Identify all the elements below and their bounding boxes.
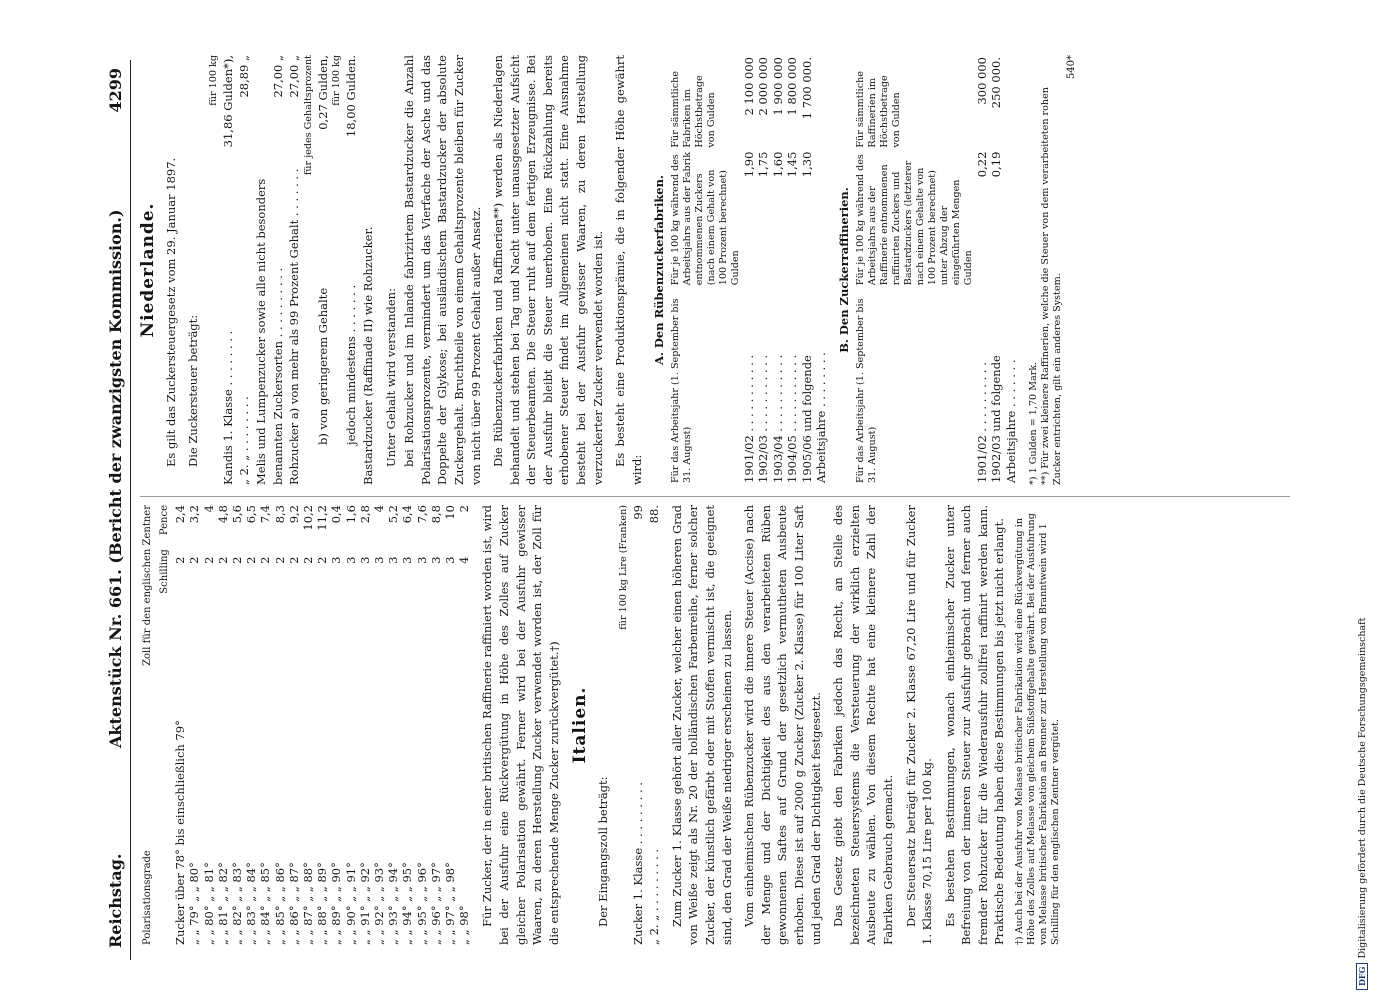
cell-shilling: 2 <box>286 556 301 564</box>
tax-value: 27,00 „ <box>287 55 302 98</box>
cell-label: „ „ 84° „ „ 85° <box>258 862 273 945</box>
cell-pence: 2 <box>457 505 472 513</box>
unit-note: für 100 kg Lire (Franken) <box>617 505 629 630</box>
tax-row <box>343 55 360 485</box>
cell-max: 2 000 000 <box>756 57 771 116</box>
col-head: Für das Arbeitsjahr (1. September bis 31. August) <box>855 298 879 483</box>
polarisation-table <box>173 505 471 945</box>
table-row <box>785 55 799 485</box>
paragraph: Unter Gehalt wird verstanden: <box>383 288 398 467</box>
cell-rate: 1,90 <box>742 151 757 178</box>
cell-shilling: 3 <box>428 556 443 564</box>
cell-pence: 8,8 <box>428 505 443 524</box>
cell-label: „ „ 98° <box>457 905 472 945</box>
class-value: 99 <box>630 505 645 520</box>
cell-label: „ „ 95° „ „ 96° <box>414 862 429 945</box>
paragraph: Es besteht eine Produktionsprämie, die in folgender Höhe gewährt wird: <box>613 55 644 485</box>
cell-pence: 7,4 <box>258 505 273 524</box>
cell-pence: 10,2 <box>301 505 316 531</box>
cell-max: 300 000 <box>975 57 990 105</box>
cell-label: „ „ 92° „ „ 93° <box>372 862 387 945</box>
cell-pence: 11,2 <box>315 505 330 531</box>
cell-shilling: 3 <box>414 556 429 564</box>
table-row <box>975 55 989 485</box>
table-row <box>386 505 400 945</box>
cell-label: Zucker über 78° bis einschließlich 79° <box>173 720 188 945</box>
cell-shilling: 2 <box>230 556 244 564</box>
cell-label: „ „ 96° „ „ 97° <box>428 862 443 945</box>
cell-rate: 1,60 <box>770 151 785 178</box>
col-head: Für je 100 kg während des Arbeitsjahrs aus der Fabrik entnommenen Zuckers (nach einem Gehalt von 100 Prozent berechnet) Gulden <box>670 151 742 286</box>
paragraph: bei Rohzucker und im Inlande fabrizirtem Bastardzucker die Anzahl Polarisationsprozente, vermindert um das Vierfache der Asche und das Doppelte der Glykose; bei ausländischem Bastardzucker der absolute Zuckergehalt. Bruchtheile von einem Gehaltsprozente bleiben für Zucker von nicht über 99 Prozent Gehalt außer Ansatz. <box>402 55 483 485</box>
tax-row <box>315 55 332 485</box>
cell-rate: 1,75 <box>756 151 771 178</box>
paragraph: Zum Zucker 1. Klasse gehört aller Zucker, welcher einen höheren Grad von Weiße zeigt als Nr. 20 der holländischen Farbenreihe, ferner solcher Zucker, der künstlich gefärbt oder mit Stoffen vermischt ist, die geeignet sind, den Grad der Weiße niedriger erscheinen zu lassen. <box>669 505 734 945</box>
section-heading-a: A. Den Rübenzuckerfabriken. <box>652 175 667 365</box>
table-row <box>800 55 829 485</box>
header-left: Reichstag. <box>106 853 125 948</box>
cell-pence: 8,3 <box>272 505 287 524</box>
premium-table-a <box>670 55 828 485</box>
cell-label: „ „ 83° „ „ 84° <box>244 862 259 945</box>
table-row <box>187 505 201 945</box>
class-value: 88. <box>647 505 662 524</box>
table-row <box>457 505 471 945</box>
table-row <box>301 505 315 945</box>
cell-year: 1902/03 und folgende Arbeitsjahre . . . . . . . <box>989 355 1018 483</box>
cell-shilling: 4 <box>457 556 472 564</box>
cell-label: „ „ 85° „ „ 86° <box>272 862 287 945</box>
tax-row <box>220 55 237 485</box>
tax-label: Rohzucker a) von mehr als 99 Prozent Gehalt . . . . . . . <box>287 168 302 485</box>
cell-label: „ „ 79° „ „ 80° <box>187 862 202 945</box>
paragraph: Es bestehen Bestimmungen, wonach einheimischer Zucker unter Befreiung von der inneren Steuer zur Ausfuhr gebracht und ferner auch fremder Rohzucker für die Wiederausfuhr zollfrei raffinirt werden kann. Praktische Bedeutung haben diese Bestimmungen bis jetzt nicht erlangt. <box>942 505 1007 945</box>
table-row <box>756 55 770 485</box>
page-number: 4299 <box>106 68 125 113</box>
cell-label: „ „ 90° „ „ 91° <box>343 862 358 945</box>
table-row <box>173 505 187 945</box>
table-header <box>140 505 157 945</box>
cell-label: „ „ 93° „ „ 94° <box>386 862 401 945</box>
cell-year: 1905/06 und folgende Arbeitsjahre . . . . . . . . <box>799 352 829 483</box>
paragraph: Bastardzucker (Raffinade II) wie Rohzucker. <box>360 226 375 485</box>
cell-rate: 1,45 <box>785 151 800 178</box>
cell-shilling: 3 <box>386 556 401 564</box>
cell-label: „ „ 89° „ „ 90° <box>329 862 344 945</box>
tax-label: Melis und Lumpenzucker sowie alle nicht besonders benannten Zuckersorten . . . . . . . . . . <box>253 178 285 485</box>
paragraph: Die Zuckersteuer beträgt: <box>186 314 201 467</box>
table-row <box>358 505 372 945</box>
tax-label: jedoch mindestens . . . . . . . <box>344 284 359 445</box>
col-head-pence: Pence <box>158 505 170 536</box>
tax-value: 18,00 Gulden. <box>344 55 359 138</box>
cell-pence: 7,6 <box>414 505 429 524</box>
cell-shilling: 2 <box>187 556 202 564</box>
paragraph: Der Steuersatz beträgt für Zucker 2. Klasse 67,20 Lire und für Zucker 1. Klasse 70,15 Lire per 100 kg. <box>903 505 935 945</box>
tax-value: 27,00 „ <box>270 55 285 98</box>
cell-label: „ „ 86° „ „ 87° <box>286 862 301 945</box>
section-heading-b: B. Den Zuckerraffinerien. <box>837 187 852 353</box>
cell-shilling: 3 <box>329 556 344 564</box>
cell-pence: 10 <box>443 505 458 520</box>
footnote: †) Auch bei der Ausfuhr von Melasse britischer Fabrikation wird eine Rückvergütung in Höhe des Zolles auf Melasse von gleichem Süßstoffgehalte gewährt. Bei der Ausfuhrung von Melasse britischer Fabrikation an Brenner zur Herstellung von Branntwein wird 1 Schilling für den englischen Zentner vergütet. <box>1014 513 1062 945</box>
table-row <box>216 505 230 945</box>
tax-value: 28,89 „ <box>237 55 252 98</box>
table-row <box>344 505 358 945</box>
tax-label: b) von geringerem Gehalte <box>315 287 330 445</box>
table-subheader <box>157 505 174 945</box>
tax-row <box>236 55 253 485</box>
table-row <box>202 505 216 945</box>
cell-max: 2 100 000 <box>742 57 757 116</box>
class-row <box>646 505 663 945</box>
cell-shilling: 2 <box>315 556 330 564</box>
paragraph: Die Rübenzuckerfabriken und Raffinerien**) werden als Niederlagen behandelt und stehen bei Tag und Nacht unter unausgesetzter Aufsicht der Steuerbeamten. Die Steuer ruht auf dem fertigen Erzeugnisse. Bei der Ausfuhr bleibt die Steuer unerhoben. Eine Rückzahlung bereits erhobener Steuer findet im Allgemeinen nicht statt. Eine Ausnahme besteht bei der Ausfuhr gewisser Waaren, zu deren Herstellung verzuckerter Zucker verwendet worden ist. <box>491 55 605 485</box>
cell-pence: 5,6 <box>230 505 244 524</box>
cell-label: „ „ 97° „ „ 98° <box>443 862 458 945</box>
signature-mark: 540* <box>1066 55 1078 80</box>
class-row <box>630 505 647 945</box>
cell-shilling: 2 <box>173 556 188 564</box>
paragraph: Das Gesetz giebt den Fabriken jedoch das Recht, an Stelle des bezeichneten Steuersystems die Versteuerung der wirklich erzielten Ausbeute zu wählen. Von diesem Rechte hat eine kleinere Zahl der Fabriken Gebrauch gemacht. <box>831 505 895 945</box>
table-row <box>315 505 329 945</box>
cell-max: 1 800 000 <box>785 57 800 116</box>
cell-label: „ „ 80° „ „ 81° <box>201 862 216 945</box>
cell-rate: 1,30 <box>799 151 814 178</box>
table-row <box>258 505 272 945</box>
cell-shilling: 3 <box>357 556 372 564</box>
footnote: *) 1 Gulden = 1,70 Mark. <box>1028 361 1040 485</box>
col-head-polarisation: Polarisationsgrade <box>142 850 153 945</box>
cell-max: 1 700 000. <box>799 57 814 120</box>
credit-line <box>1356 618 1368 991</box>
cell-shilling: 3 <box>400 556 415 564</box>
table-row <box>329 505 343 945</box>
unit-note: für jedes Gehaltsprozent <box>302 55 314 176</box>
left-column <box>140 505 1062 945</box>
table-row <box>742 55 756 485</box>
cell-label: „ „ 91° „ „ 92° <box>357 862 372 945</box>
col-head: Für je 100 kg während des Arbeitsjahrs aus der Raffinerie entnommenen raffinirten Zuckers und Bastardzuckers (letzterer nach einem Gehalte von 100 Prozent berechnet) unter Abzug der eingeführten Mengen Gulden <box>855 154 975 286</box>
cell-shilling: 3 <box>372 556 387 564</box>
cell-year: 1901/02 . . . . . . . . . . <box>975 362 990 483</box>
premium-table-b <box>855 55 1018 485</box>
column-divider <box>140 496 1290 497</box>
cell-pence: 0,4 <box>329 505 344 524</box>
col-head: Für sämmtliche Fabriken im Höchstbetrage von Gulden <box>670 71 718 148</box>
tax-row <box>253 55 286 485</box>
table-row <box>771 55 785 485</box>
table-row <box>989 55 1018 485</box>
section-title-niederlande: Niederlande. <box>138 202 158 338</box>
cell-pence: 4,8 <box>215 505 230 524</box>
cell-label: „ „ 81° „ „ 82° <box>215 862 230 945</box>
cell-year: 1904/05 . . . . . . . . . . . <box>785 354 800 483</box>
cell-pence: 6,4 <box>400 505 415 524</box>
cell-pence: 4 <box>201 505 216 513</box>
col-head-zoll: Zoll für den englischen Zentner <box>142 505 153 666</box>
table-row <box>287 505 301 945</box>
dfg-logo-icon: DFG <box>1356 963 1368 990</box>
cell-shilling: 2 <box>244 556 259 564</box>
footnote: **) Für zwei kleinere Raffinerien, welche die Steuer von dem verarbeiteten rohen Zucker entrichten, gilt ein anderes System. <box>1040 87 1064 485</box>
tax-label: Kandis 1. Klasse . . . . . . . . <box>220 330 235 485</box>
cell-label: „ „ 94° „ „ 95° <box>400 862 415 945</box>
paragraph: Es gilt das Zuckersteuergesetz vom 29. Januar 1897. <box>163 157 178 467</box>
class-label: „ 2. „ . . . . . . . . . <box>647 849 662 945</box>
cell-shilling: 2 <box>272 556 287 564</box>
cell-label: „ „ 82° „ „ 83° <box>230 862 244 945</box>
cell-pence: 3,2 <box>187 505 202 524</box>
section-title-italien: Italien. <box>570 686 591 764</box>
table-row <box>443 505 457 945</box>
cell-shilling: 2 <box>215 556 230 564</box>
table-row <box>415 505 429 945</box>
running-header <box>102 68 130 948</box>
paragraph: Für Zucker, der in einer britischen Raffinerie raffiniert worden ist, wird bei der Ausfuhr eine Rückvergütung in Höhe des Zolles auf Zucker gleicher Polarisation gewährt. Ferner wird bei der Ausfuhr gewisser Waaren, zu deren Herstellung Zucker verwendet worden ist, der Zoll für die entsprechende Menge Zucker zurückvergütet.†) <box>480 505 561 945</box>
col-head: Für das Arbeitsjahr (1. September bis 31. August) <box>670 298 694 483</box>
cell-max: 1 900 000 <box>770 57 785 116</box>
tax-row <box>286 55 303 485</box>
paragraph: Vom einheimischen Rübenzucker wird die innere Steuer (Accise) nach der Menge und der Dichtigkeit des aus den verarbeiteten Rüben gewonnenen Saftes auf Grund der gesetzlich vermutheten Ausbeute erhoben. Diese ist auf 2000 g Zucker (Zucker 2. Klasse) für 100 Liter Saft und jeden Grad der Dichtigkeit festgesetzt. <box>742 505 823 945</box>
header-rule <box>130 60 131 960</box>
tax-value: 0,27 Gulden, <box>315 55 330 130</box>
cell-pence: 5,2 <box>386 505 401 524</box>
tax-value: 31,86 Gulden*), <box>220 55 235 148</box>
table-row <box>244 505 258 945</box>
table-row <box>429 505 443 945</box>
cell-pence: 1,6 <box>343 505 358 524</box>
cell-shilling: 3 <box>443 556 458 564</box>
credit-text: Digitalisierung gefördert durch die Deutsche Forschungsgemeinschaft <box>1357 617 1368 959</box>
cell-pence: 2,8 <box>357 505 372 524</box>
cell-shilling: 3 <box>343 556 358 564</box>
cell-year: 1903/04 . . . . . . . . . . . <box>770 354 785 483</box>
table-row <box>400 505 414 945</box>
cell-shilling: 2 <box>258 556 273 564</box>
cell-pence: 4 <box>372 505 387 513</box>
cell-pence: 6,5 <box>244 505 259 524</box>
cell-pence: 9,2 <box>286 505 301 524</box>
right-column <box>140 55 1081 485</box>
cell-pence: 2,4 <box>173 505 188 524</box>
cell-label: „ „ 88° „ „ 89° <box>315 862 330 945</box>
cell-year: 1902/03 . . . . . . . . . . . <box>756 354 771 483</box>
cell-max: 250 000. <box>989 57 1004 109</box>
cell-year: 1901/02 . . . . . . . . . . . <box>742 354 757 483</box>
cell-rate: 0,19 <box>989 151 1004 178</box>
cell-shilling: 2 <box>201 556 216 564</box>
unit-note: für 100 kg <box>331 55 343 106</box>
cell-rate: 0,22 <box>975 151 990 178</box>
col-head-shilling: Schilling <box>158 549 170 594</box>
cell-shilling: 2 <box>301 556 316 564</box>
class-label: Zucker 1. Klasse . . . . . . . . . <box>630 782 645 945</box>
unit-note: für 100 kg <box>207 55 219 106</box>
table-row <box>372 505 386 945</box>
col-head: Für sämmtliche Raffinerien im Höchstbetrage von Gulden <box>855 71 903 148</box>
table-row <box>230 505 244 945</box>
header-center: Aktenstück Nr. 661. (Bericht der zwanzigsten Kommission.) <box>106 209 125 748</box>
table-row <box>273 505 287 945</box>
cell-label: „ „ 87° „ „ 88° <box>301 862 316 945</box>
paragraph: Der Eingangszoll beträgt: <box>596 776 611 927</box>
tax-label: „ 2. „ . . . . . . . . <box>237 396 252 485</box>
